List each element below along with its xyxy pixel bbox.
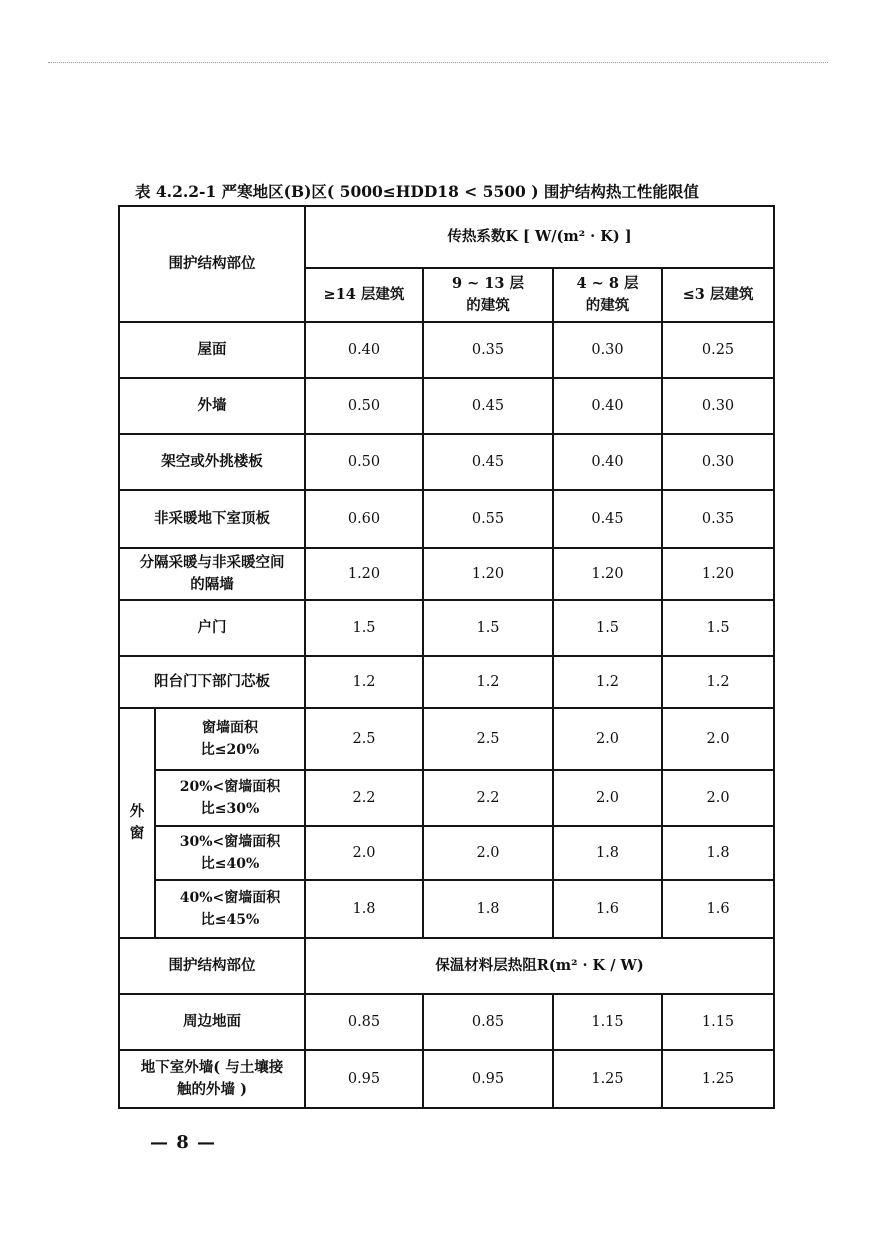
window-group-label [119,708,155,938]
cell-text-line: 9 ~ 13 层 [451,275,525,292]
value-cell: 2.0 [553,708,662,770]
value-cell: 1.6 [553,880,662,938]
cell-text-line: 的建筑 [466,297,510,314]
row-label [119,548,305,600]
row-label [155,826,305,880]
cell-text-line: 周边地面 [183,1013,241,1030]
table-row [119,770,774,826]
cell-text-line: 4 ~ 8 层 [576,275,639,292]
cell-text-line: ≥14 层建筑 [323,286,405,303]
value-cell: 1.8 [662,826,774,880]
value-cell: 2.2 [305,770,423,826]
cell-text-line: 外墙 [197,397,227,414]
value-cell: 1.5 [662,600,774,656]
cell-text-line: 的隔墙 [190,576,234,593]
row-label [119,378,305,434]
cell-text-line: 比≤20% [200,742,260,758]
value-cell: 1.15 [662,994,774,1050]
value-cell: 0.30 [662,378,774,434]
table-row [119,434,774,490]
column-header [553,268,662,322]
table-row [119,378,774,434]
value-cell: 1.20 [423,548,553,600]
table-row [119,880,774,938]
value-cell: 1.20 [553,548,662,600]
value-cell: 1.20 [305,548,423,600]
value-cell: 0.40 [305,322,423,378]
value-cell: 1.25 [662,1050,774,1108]
value-cell: 1.8 [305,880,423,938]
table-caption: 表 4.2.2-1 严寒地区(B)区( 5000≤HDD18 < 5500 ) 围护结构热工性能限值 [135,182,699,201]
value-cell: 2.5 [305,708,423,770]
cell-text-line: 窗 [129,825,145,842]
value-cell: 0.85 [423,994,553,1050]
part-header: 围护结构部位 [119,938,305,994]
part-header: 围护结构部位 [119,206,305,322]
row-label [119,600,305,656]
cell-text-line: 阳台门下部门芯板 [154,673,270,690]
page-number: — 8 — [150,1132,217,1153]
value-cell: 2.0 [662,708,774,770]
cell-text-line: 30%<窗墙面积 [179,834,281,850]
k-header: 传热系数K [ W/(m² · K) ] [305,206,774,268]
cell-text-line: 窗墙面积 [202,720,258,736]
value-cell: 0.30 [553,322,662,378]
cell-text-line: 比≤30% [200,801,260,817]
value-cell: 0.50 [305,434,423,490]
value-cell: 0.40 [553,378,662,434]
table-row [119,322,774,378]
value-cell: 0.95 [423,1050,553,1108]
cell-text-line: 40%<窗墙面积 [179,890,281,906]
scan-artifact [48,62,828,65]
table-row [119,994,774,1050]
row-label [119,1050,305,1108]
cell-text-line: 分隔采暖与非采暖空间 [139,554,285,571]
cell-text-line: 屋面 [197,341,227,358]
value-cell: 0.60 [305,490,423,548]
row-label [155,880,305,938]
row-label [119,490,305,548]
value-cell: 0.45 [423,378,553,434]
value-cell: 1.20 [662,548,774,600]
value-cell: 0.35 [662,490,774,548]
table-row [119,490,774,548]
value-cell: 1.8 [423,880,553,938]
value-cell: 1.25 [553,1050,662,1108]
value-cell: 0.55 [423,490,553,548]
value-cell: 0.45 [553,490,662,548]
row-label [119,994,305,1050]
value-cell: 2.0 [662,770,774,826]
value-cell: 1.5 [423,600,553,656]
value-cell: 2.0 [305,826,423,880]
cell-text-line: 非采暖地下室顶板 [154,510,270,527]
value-cell: 2.5 [423,708,553,770]
value-cell: 1.15 [553,994,662,1050]
value-cell: 0.40 [553,434,662,490]
table-row [119,600,774,656]
cell-text-line: 的建筑 [585,297,630,314]
cell-text-line: 地下室外墙( 与土壤接 [140,1059,284,1076]
row-label [119,656,305,708]
table-row [119,1050,774,1108]
table-row [119,708,774,770]
column-header [662,268,774,322]
cell-text-line: 户门 [197,619,227,636]
row-label [119,322,305,378]
table-row [119,826,774,880]
cell-text-line: 架空或外挑楼板 [161,453,263,470]
value-cell: 0.95 [305,1050,423,1108]
value-cell: 1.8 [553,826,662,880]
column-header [305,268,423,322]
value-cell: 0.30 [662,434,774,490]
row-label [155,708,305,770]
r-header-row [119,938,774,994]
cell-text-line: 比≤40% [200,856,260,872]
row-label [119,434,305,490]
cell-text-line: 比≤45% [200,912,260,928]
value-cell: 0.50 [305,378,423,434]
cell-text-line: 触的外墙 ) [177,1081,247,1098]
value-cell: 1.2 [423,656,553,708]
value-cell: 0.35 [423,322,553,378]
value-cell: 0.25 [662,322,774,378]
value-cell: 2.2 [423,770,553,826]
table-row [119,656,774,708]
value-cell: 1.6 [662,880,774,938]
value-cell: 1.5 [553,600,662,656]
table-row [119,548,774,600]
value-cell: 1.2 [553,656,662,708]
row-label [155,770,305,826]
value-cell: 2.0 [553,770,662,826]
value-cell: 2.0 [423,826,553,880]
value-cell: 1.5 [305,600,423,656]
value-cell: 0.45 [423,434,553,490]
r-header: 保温材料层热阻R(m² · K / W) [305,938,774,994]
value-cell: 1.2 [662,656,774,708]
column-header [423,268,553,322]
cell-text-line: ≤3 层建筑 [682,286,754,303]
cell-text-line: 20%<窗墙面积 [179,779,281,795]
value-cell: 0.85 [305,994,423,1050]
cell-text-line: 外 [129,803,145,820]
thermal-performance-table [118,205,775,1109]
value-cell: 1.2 [305,656,423,708]
